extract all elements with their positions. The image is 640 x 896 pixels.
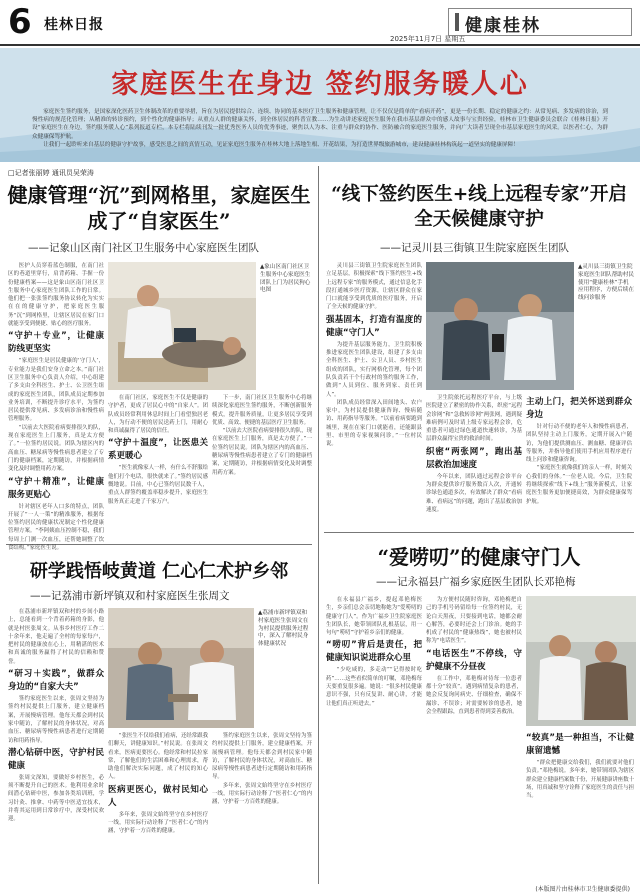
article-photo — [108, 608, 254, 728]
article-body: 卫生院依托远程医疗平台，与上级医院建立了紧密的协作关系，织密“远程会诊网”和“急救转诊网”两张网，遇到疑难病例可及时请上级专家远程会诊，危重患者可通过绿色通道快速转诊，为基层群众赢得宝贵的救治时间。 织密“两张网”，跑出基层救治加速度 今年以来，团队通过远程会诊平台为群众提供诊疗服务数百人次，开通转诊绿色通道多次，有效解决了群众“看病难、看病远”的问题，跑出了基层救治加速度。 — [426, 395, 522, 513]
article-body: 在荔浦市新坪镇双和村的乡间小路上，总能看到一个背着药箱的身影，他就是村医张周文。从事乡村医疗工作二十余年来，他走遍了全村的每家每户，把村民的健康放在心上，用精湛的医术和真诚的服务赢得了村民的信赖和赞誉。 “研习＋实践”，做群众身边的“自家大夫” 签约家庭医生以来，张周文坚持为签约村民提供上门服务，建立健康档案，开展慢病管理。他每天都会到村民家中随访，了解村民的身体状况，对高血压、糖尿病等慢性病患者进行定期随访和用药指导。 潜心钻研中医，守护村民健康 张周文深知，要做好乡村医生，必须不断提升自己的医术。他利用业余时间潜心钻研中医，参加各类培训班，学习针灸、推拿、中药等中医适宜技术，并将其运用到日常诊疗中，深受村民欢迎。 — [8, 609, 104, 823]
article-body: 主动上门，把关怀送到群众身边 针对行动不便的老年人和慢性病患者，团队坚持主动上门服务，定期开展入户随访，为他们提供测血压、测血糖、健康评估等服务，并指导他们使用手机应用程序进行线上问诊和健康咨询。 “家庭医生就像我们的亲人一样，时刻关心我们的身体。”一位老人说。今后，卫生院将继续探索“线下+线上”服务新模式，让家庭医生服务更加便捷高效，为群众健康保驾护航。 — [526, 397, 632, 505]
article-body: 在南门社区，家庭医生不仅是健康的守护者，更成了居民心中的“自家人”。团队成员经常利用休息时间上门看望独居老人，为行动不便的居民送药上门，用耐心和真诚赢得了居民的信任。 “守护＋温度”，让医患关系更暖心 “医生就像家人一样，有什么不舒服给他们打个电话，很快就来了。”签约居民感慨地说。目前，中心已签约居民数千人，重点人群签约覆盖率稳步提升，家庭医生服务真正走进了千家万户。 — [108, 395, 208, 505]
article-subheading: 强基固本，打造有温度的健康“守门人” — [326, 314, 422, 338]
article-body: 为方便村民随时咨询，邓艳梅把自己的手机号码留给每一位签约村民，无论白天黑夜，只要接到电话，她都会耐心解答，必要时还会上门诊治。她的手机成了村民的“健康热线”，她也被村民称为“电话医生”。 “电话医生”不停线，守护健康不分昼夜 在工作中，邓艳梅对待每一位患者都十分“较真”。遇到病情复杂的患者，她会反复询问病史、仔细检查，确保不漏诊、不误诊；对需要转诊的患者，她会全程跟踪，直到患者得到妥善救治。 — [426, 597, 522, 715]
banner-title: 家庭医生在身边 签约服务暖人心 — [111, 69, 529, 100]
reporter-byline: □记者张丽婷 通讯员吴荣涛 — [8, 169, 94, 177]
article-body: “张医生不仅给我们看病，还经常跟我们聊天，讲健康知识。”村民说。在张周文看来，医病更要医心。他经常和村民拉家常，了解他们的生活困难和心理需求，帮助他们解决实际问题，成了村民的知心人。 医病更医心，做村民知心人 多年来，张周文始终坚守在乡村医疗一线，用实际行动诠释了“医者仁心”的内涵，守护着一方百姓的健康。 — [108, 733, 208, 835]
article-photo — [426, 262, 574, 390]
newspaper-logo: 桂林日报 — [44, 17, 104, 33]
article-body: 在永福县广福乡，提起邓艳梅医生，乡亲们总会亲切地称她为“爱唠叨的健康守门人”。作为广福乡卫生院家庭医生团队长，她带领团队扎根基层，用一句句“唠叨”守护着乡亲们的健康。 “唠叨”背后是责任，把健康知识说进群众心里 “少吃咸的，多走动”“记得按时吃药”……这些看似简单的叮嘱，邓艳梅每天要重复很多遍。她说：“很多村民健康意识不强，只有反复讲、耐心讲，才能让他们真正听进去。” — [326, 597, 422, 707]
article-photo — [526, 596, 636, 726]
section-title: 健康桂林 — [465, 16, 541, 36]
article-headline: “爱唠叨”的健康守门人 — [377, 545, 581, 569]
photo-doctor-ecg — [108, 262, 256, 390]
page-header — [0, 0, 640, 44]
article-subheading: “电话医生”不停线，守护健康不分昼夜 — [426, 648, 522, 672]
photo-village-doctor-consult — [108, 608, 254, 728]
photo-doctor-with-villagers — [526, 596, 636, 726]
photo-caption: ▲灵川县三街镇卫生院家庭医生团队帮助村民使用“健康桂林”手机应用程序，方便后续在线问诊服务 — [578, 264, 634, 302]
article-body: 下一步，南门社区卫生服务中心将继续深化家庭医生签约服务，不断创新服务模式，提升服务质量，让更多居民享受到优质、高效、便捷的基层医疗卫生服务。 “以前去大医院看病要排很久的队，现在家庭医生上门服务，真是太方便了。”一位签约居民说。团队为辖区内的高血压、糖尿病等慢性病患者建立了专门的健康档案，定期随访，并根据病情变化及时调整用药方案。 — [212, 395, 312, 476]
publication-date: 2025年11月7日 星期五 — [390, 35, 466, 43]
banner-intro-paragraph: 家庭医生签约服务，是国家深化医药卫生体制改革的重要举措，旨在为居民提供综合、连续、协同的基本医疗卫生服务和健康管理，让不仅仅是简单的“看病开药”，更是一份长期、稳定的健康之约：从常见病、多发病的诊治，到慢性病的规范化管理；从精准的转诊预约，到个性化的健康指导；从重点人群的健康关怀，到全体居民的科普宣教……为生动讲述家庭医生服务在我市基层群众中的感人故事与宝贵经验，桂林市卫生健康委员会联合《桂林日报》开设“家庭医生在身边，签约服务暖人心”系列报道专栏，本专栏将陆续刊发一批优秀医务人员的优秀事迹，聚焦以人为本、注重与群众的协作、医防融合的家庭医生服务，并向广大读者呈现全市基层家庭医生的风采。以医者仁心，为群众健康保驾护航。 — [32, 109, 608, 140]
photo-doctor-villager-phone — [426, 262, 574, 390]
banner-intro-paragraph: 让我们一起聆听来自基层的健康守护故事，感受医患之间的真情互动，见证家庭医生服务在桂林大地上落地生根、开花结果，为打造世界级旅游城市，建设健康桂林构筑起一道坚实的健康屏障！ — [43, 141, 519, 148]
article-headline: 研学践悟岐黄道 仁心仁术护乡邻 — [29, 561, 289, 582]
article-body: 签约家庭医生以来，张周文坚持为签约村民提供上门服务，建立健康档案，开展慢病管理。他每天都会到村民家中随访，了解村民的身体状况，对高血压、糖尿病等慢性病患者进行定期随访和用药指导。 多年来，张周文始终坚守在乡村医疗一线，用实际行动诠释了“医者仁心”的内涵，守护着一方百姓的健康。 — [212, 733, 312, 806]
article-subheading: “唠叨”背后是责任，把健康知识说进群众心里 — [326, 640, 422, 664]
section-marker-icon — [455, 13, 459, 31]
article-subheading: “较真”是一种担当，不让健康留遗憾 — [526, 733, 634, 756]
article-subhead: ——记灵川县三街镇卫生院家庭医生团队 — [380, 242, 569, 254]
article-subhead: ——记象山区南门社区卫生服务中心家庭医生团队 — [28, 242, 259, 254]
section-divider-right — [324, 532, 634, 533]
section-label-box — [448, 8, 632, 36]
header-rule — [0, 44, 640, 46]
article-subhead: ——记荔浦市新坪镇双和村家庭医生张周文 — [30, 590, 230, 602]
article-subheading: 潜心钻研中医，守护村民健康 — [8, 747, 104, 771]
article-body: “较真”是一种担当，不让健康留遗憾 “群众把健康交给我们，我们就要对他们负责。”邓艳梅说。多年来，她带领团队为辖区群众建立健康档案数千份，开展健康讲座数十场，用真诚和坚守诠释了家庭医生的责任与担当。 — [526, 733, 634, 800]
photo-caption: ▲荔浦市新坪镇双和村家庭医生张周文在为村民提供服务过程中，深入了解村民身体健康状况 — [258, 610, 309, 648]
article-subheading: “守护＋专业”，让健康防线更坚实 — [8, 331, 104, 355]
article-subheading: 主动上门，把关怀送到群众身边 — [526, 397, 632, 420]
photo-credit-footer: (本版图片由桂林市卫生健康委提供) — [535, 886, 630, 893]
article-subhead: ——记永福县广福乡家庭医生团队长邓艳梅 — [376, 576, 576, 588]
article-subheading: 织密“两张网”，跑出基层救治加速度 — [426, 446, 522, 470]
photo-caption: ▲象山区南门社区卫生服务中心家庭医生团队上门为居民狗心电图 — [260, 264, 311, 294]
article-subheading: “守护＋温度”，让医患关系更暖心 — [108, 438, 208, 462]
article-subheading: “守护＋精准”，让健康服务更贴心 — [8, 476, 104, 500]
article-body: 医护人员穿着蓝色制服，在南门社区的巷道里穿行，肩背药箱、手握一份份健康档案——这是象山区南门社区卫生服务中心家庭医生团队工作的日常。他们把一张张签约服务协议转化为实实在在的健康守护，把家庭医生服务“沉”到网格里，让辖区居民在家门口就能享受到便捷、贴心的医疗服务。 “守护＋专业”，让健康防线更坚实 “家庭医生是居民健康的‘守门人’，专业能力是我们安身立命之本。”南门社区卫生服务中心负责人介绍，中心组建了多支由全科医生、护士、公卫医生组成的家庭医生团队，团队成员定期参加业务培训，不断提升诊疗水平，为签约居民提供常见病、多发病诊治和慢性病管理服务。 “以前去大医院看病要排很久的队，现在家庭医生上门服务，真是太方便了。”一位签约居民说。团队为辖区内的高血压、糖尿病等慢性病患者建立了专门的健康档案，定期随访，并根据病情变化及时调整用药方案。 “守护＋精准”，让健康服务更贴心 针对辖区老年人口多的特点，团队开展了“一人一策”的精准服务，根据每位签约居民的健康状况制定个性化健康管理方案。“李阿姨血压控制不稳，我们每周上门测一次血压，还帮她调整了饮食结构。”家庭医生说。 — [8, 263, 104, 552]
article-photo — [108, 262, 256, 390]
banner-intro — [32, 108, 608, 149]
column-divider — [318, 166, 319, 884]
page-number: 6 — [8, 2, 32, 42]
article-headline: 健康管理“沉”到网格里，家庭医生成了“自家医生” — [7, 183, 311, 233]
article-subheading: “研习＋实践”，做群众身边的“自家大夫” — [8, 669, 104, 693]
article-headline: “线下签约医生+线上远程专家”开启全天候健康守护 — [331, 184, 627, 230]
article-subheading: 医病更医心，做村民知心人 — [108, 784, 208, 808]
feature-banner — [0, 48, 640, 162]
article-body: 灵川县三街镇卫生院家庭医生团队立足基层，积极探索“线下签约医生+线上远程专家”的服务模式，通过信息化手段打通城乡医疗资源，让辖区群众在家门口就能享受到优质的医疗服务，开启了全天候的健康守护。 强基固本，打造有温度的健康“守门人” 为提升基层服务能力，卫生院积极推进家庭医生团队建设，组建了多支由全科医生、护士、公卫人员、乡村医生组成的团队，实行网格化管理，每个团队负责若干个行政村的签约服务工作，做到“人员到位、服务到家、责任到人”。 团队成员经常深入田间地头、农户家中，为村民提供健康咨询、慢病随访、用药指导等服务。“以前看病要跑到城里，现在在家门口就能看，还能跟县里、市里的专家视频问诊。”一位村民说。 — [326, 263, 422, 448]
